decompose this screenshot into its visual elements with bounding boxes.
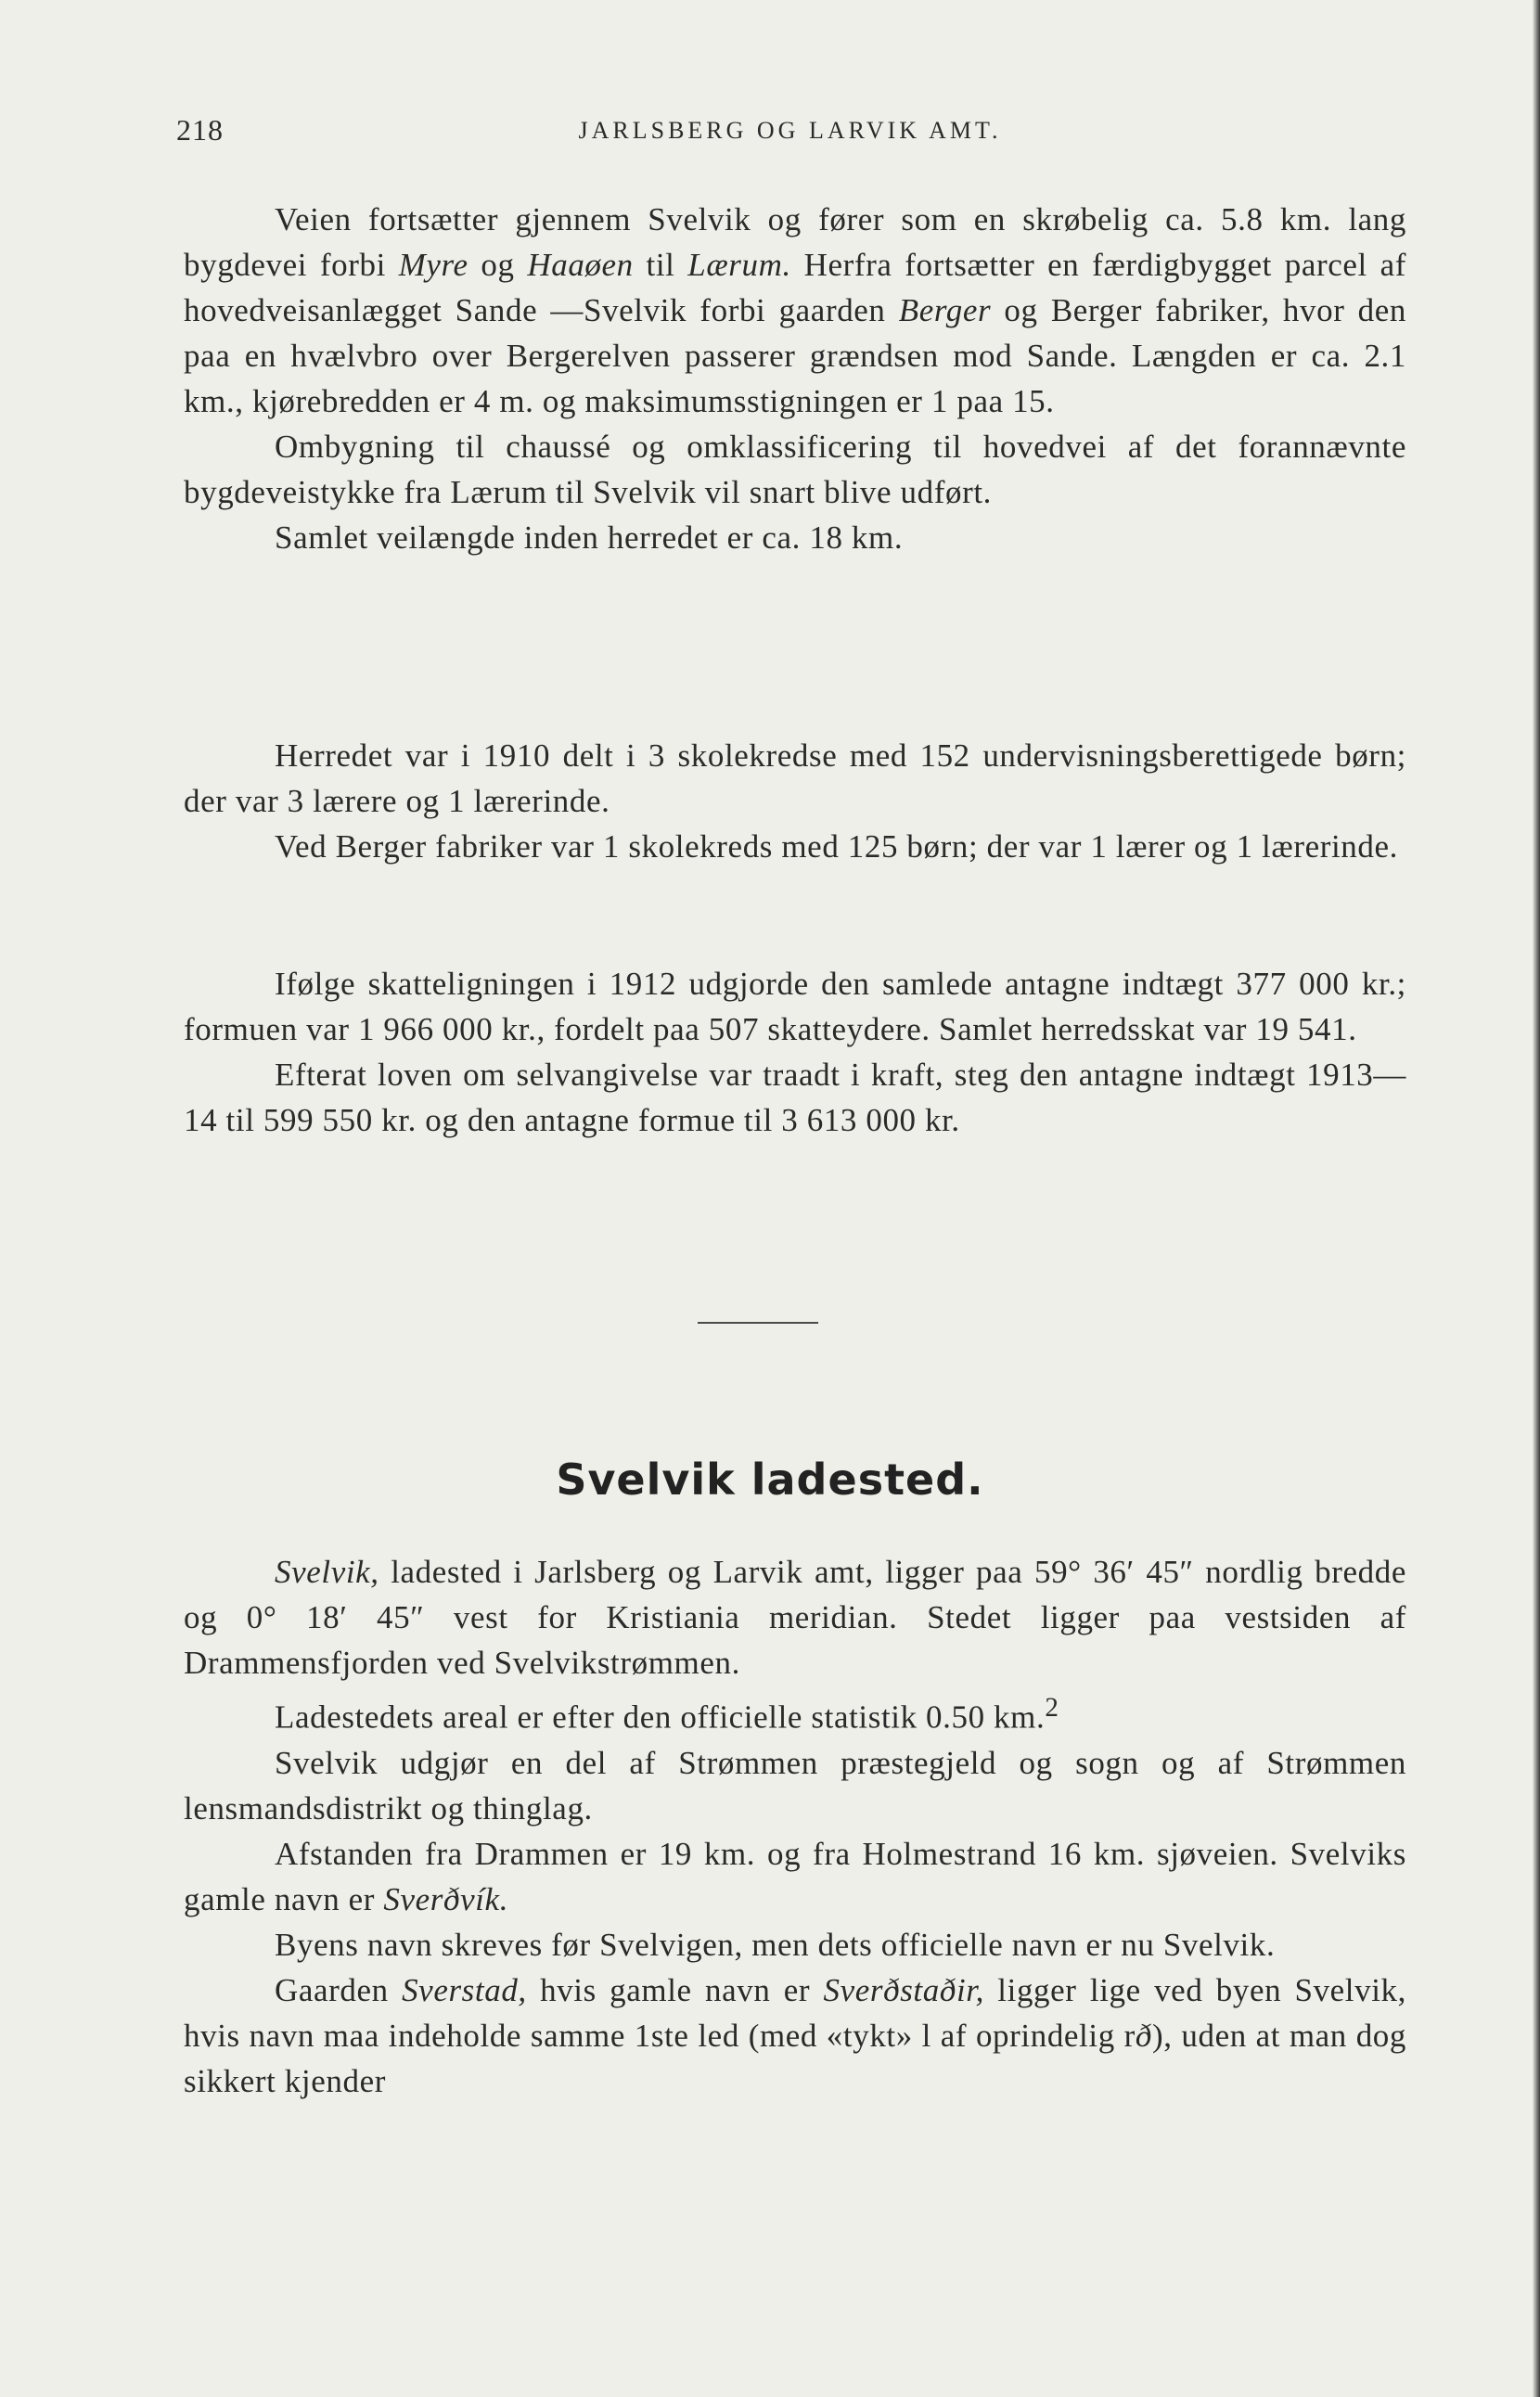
place-name: Sverðvík. xyxy=(383,1880,509,1917)
paragraph xyxy=(184,1968,1406,2104)
text-run: ladested i Jarlsberg og Larvik amt, ligger paa 59° 36′ 45″ nordlig bredde og 0° 18′ 45″ vest for Kristiania meridian. Stedet ligger paa vestsiden af Drammensfjorden ved Svelvikstrømmen. xyxy=(184,1554,1406,1681)
text-run: og xyxy=(468,247,528,283)
place-name: Svelvik, xyxy=(275,1554,379,1590)
svelvik-section xyxy=(184,1549,1406,2104)
place-name: Lærum. xyxy=(687,247,791,283)
text-run: ), uden at man dog sikkert kjender xyxy=(184,2017,1406,2099)
place-name: Berger xyxy=(898,292,992,328)
paragraph: Herredet var i 1910 delt i 3 skolekredse med 152 undervisningsberettigede børn; der var 3 lærere og 1 lærerinde. xyxy=(184,737,1406,819)
text-run: Herfra fortsætter en færdigbygget parcel af hovedveisanlægget Sande —Svelvik forbi gaarden xyxy=(184,247,1406,328)
text-run: Gaarden xyxy=(275,1971,403,2008)
text-run: og Berger fabriker, hvor den paa en hvælvbro over Bergerelven passerer grændsen mod Sande. Længden er ca. 2.1 km., kjørebredden er 4 m. og maksimumsstigningen er 1 paa 15. xyxy=(184,292,1406,419)
schools-section xyxy=(184,733,1406,869)
paragraph xyxy=(184,1831,1406,1922)
place-name: Myre xyxy=(398,247,468,283)
text-run: ligger lige ved byen Svelvik, hvis navn maa indeholde samme 1ste led (med «tykt» l af oprindelig r xyxy=(184,1971,1407,2054)
text-run: Veien fortsætter gjennem Svelvik og fører som en skrøbelig ca. 5.8 km. lang bygdevei forbi xyxy=(184,201,1406,283)
paragraph xyxy=(184,1549,1406,1686)
place-name: Haaøen xyxy=(527,247,634,283)
page-edge xyxy=(1533,0,1540,2397)
superscript: 2 xyxy=(1045,1693,1059,1723)
paragraph: Ifølge skatteligningen i 1912 udgjorde den samlede antagne indtægt 377 000 kr.; formuen var 1 966 000 kr., fordelt paa 507 skatteydere. Samlet herredsskat var 19 541. xyxy=(184,966,1406,1047)
text-run: Ladestedets areal er efter den officielle statistik 0.50 km. xyxy=(275,1698,1046,1736)
paragraph xyxy=(184,1686,1406,1740)
paragraph: Efterat loven om selvangivelse var traadt i kraft, steg den antagne indtægt 1913—14 til 599 550 kr. og den antagne formue til 3 613 000 kr. xyxy=(184,1057,1406,1138)
running-head: JARLSBERG OG LARVIK AMT. xyxy=(578,117,1002,144)
text-run: til xyxy=(633,247,688,283)
taxes-section xyxy=(184,961,1406,1143)
section-divider xyxy=(698,1322,818,1324)
roads-section xyxy=(184,197,1406,560)
section-title: Svelvik ladested. xyxy=(556,1455,984,1505)
paragraph xyxy=(184,197,1406,424)
paragraph: Samlet veilængde inden herredet er ca. 18 km. xyxy=(275,519,904,556)
page-header xyxy=(176,113,1404,160)
paragraph: Ved Berger fabriker var 1 skolekreds med 125 børn; der var 1 lærer og 1 lærerinde. xyxy=(275,828,1398,865)
text-run: Afstanden fra Drammen er 19 km. og fra Holmestrand 16 km. sjøveien. Svelviks gamle navn er xyxy=(184,1835,1406,1917)
place-name: Sverstad, xyxy=(402,1971,527,2008)
paragraph: Ombygning til chaussé og omklassificering til hovedvei af det forannævnte bygdeveistykke fra Lærum til Svelvik vil snart blive udført. xyxy=(184,429,1406,510)
page-number: 218 xyxy=(176,113,224,147)
text-run: ð xyxy=(1135,2017,1152,2054)
place-name: Sverðstaðir, xyxy=(823,1971,984,2008)
paragraph: Byens navn skreves før Svelvigen, men dets officielle navn er nu Svelvik. xyxy=(275,1926,1276,1963)
text-run: hvis gamle navn er xyxy=(526,1971,824,2008)
paragraph: Svelvik udgjør en del af Strømmen præstegjeld og sogn og af Strømmen lensmandsdistrikt og thinglag. xyxy=(184,1744,1406,1827)
